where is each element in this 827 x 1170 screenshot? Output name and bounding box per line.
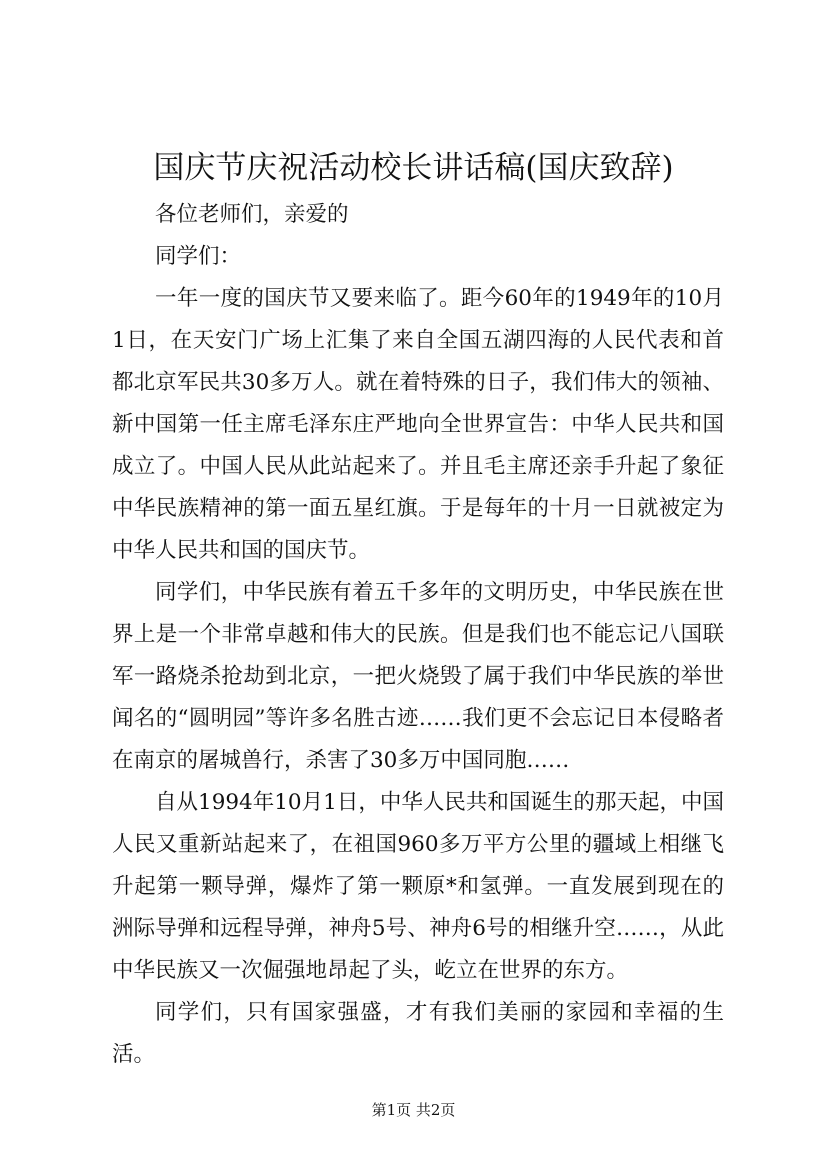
paragraph-1: 一年一度的国庆节又要来临了。距今60年的1949年的10月1日，在天安门广场上汇集了来自全国五湖四海的人民代表和首都北京军民共30多万人。就在着特殊的日子，我们伟大的领袖、新中国第一任主席毛泽东庄严地向全世界宣告：中华人民共和国成立了。中国人民从此站起来了。并且毛主席还亲手升起了象征中华民族精神的第一面五星红旗。于是每年的十月一日就被定为中华人民共和国的国庆节。 bbox=[112, 286, 724, 563]
page-number-label: 第1页 共2页 bbox=[371, 1101, 456, 1119]
paragraph-4: 同学们，只有国家强盛，才有我们美丽的家园和幸福的生活。 bbox=[112, 1000, 724, 1067]
salutation-line-2: 同学们： bbox=[155, 244, 242, 269]
paragraph-3: 自从1994年10月1日，中华人民共和国诞生的那天起，中国人民又重新站起来了，在祖国960多万平方公里的疆域上相继飞升起第一颗导弹，爆炸了第一颗原*和氢弹。一直发展到现在的洲际导弹和远程导弹，神舟5号、神舟6号的相继升空……，从此中华民族又一次倔强地昂起了头，屹立在世界的东方。 bbox=[112, 790, 724, 983]
document-body bbox=[112, 194, 724, 1076]
salutation-line-1: 各位老师们，亲爱的 bbox=[155, 202, 349, 227]
document-title: 国庆节庆祝活动校长讲话稿(国庆致辞) bbox=[153, 150, 674, 186]
paragraph-2: 同学们，中华民族有着五千多年的文明历史，中华民族在世界上是一个非常卓越和伟大的民族。但是我们也不能忘记八国联军一路烧杀抢劫到北京，一把火烧毁了属于我们中华民族的举世闻名的“圆明园”等许多名胜古迹……我们更不会忘记日本侵略者在南京的屠城兽行，杀害了30多万中国同胞…… bbox=[112, 580, 724, 773]
page-footer bbox=[0, 1100, 827, 1120]
